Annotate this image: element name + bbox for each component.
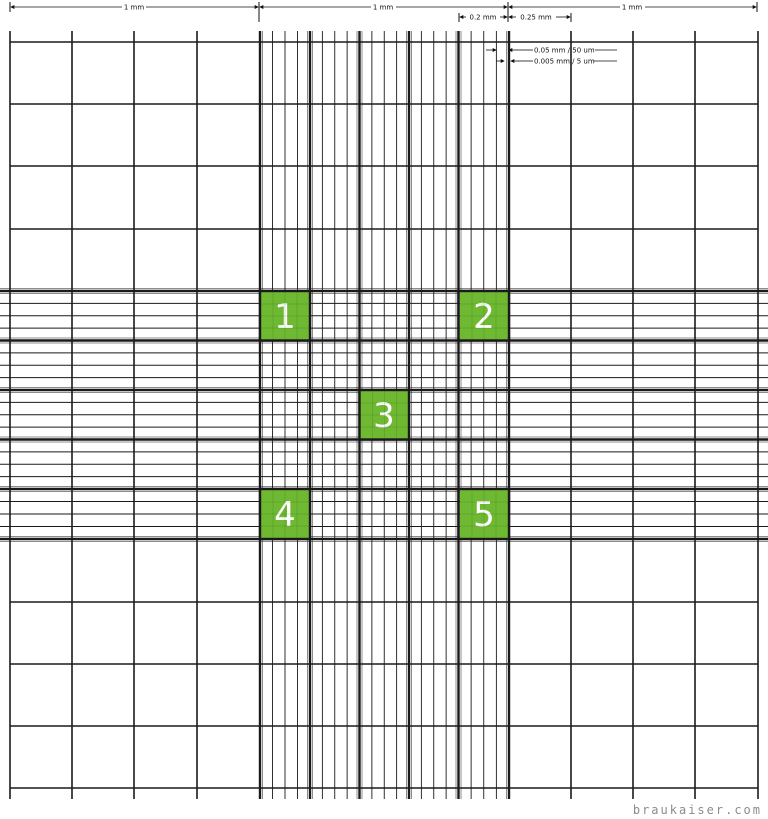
dimension-right-label: 1 mm [621, 3, 643, 12]
count-square-3-label: 3 [373, 396, 395, 436]
footer-credit: braukaiser.com [632, 803, 762, 817]
dimension-0-05mm [486, 47, 617, 55]
count-square-1-label: 1 [274, 297, 296, 337]
dimension-center-label: 1 mm [372, 3, 394, 12]
dimension-0-005mm-label: 0.005 mm / 5 um [534, 57, 595, 66]
dimension-0-2mm [459, 13, 507, 22]
count-square-4-label: 4 [274, 495, 296, 535]
dimension-0-05mm-label: 0.05 mm / 50 um [534, 46, 595, 55]
dimension-annotations [10, 2, 757, 66]
dimension-0-2mm-label: 0.2 mm [469, 13, 497, 22]
count-square-5-label: 5 [473, 495, 495, 535]
dimension-left-label: 1 mm [123, 3, 145, 12]
count-square-2-label: 2 [473, 297, 495, 337]
dimension-0-005mm [496, 58, 617, 66]
dimension-left-1mm [10, 2, 258, 12]
dimension-0-25mm-label: 0.25 mm [520, 13, 552, 22]
dimension-0-25mm [509, 13, 571, 22]
